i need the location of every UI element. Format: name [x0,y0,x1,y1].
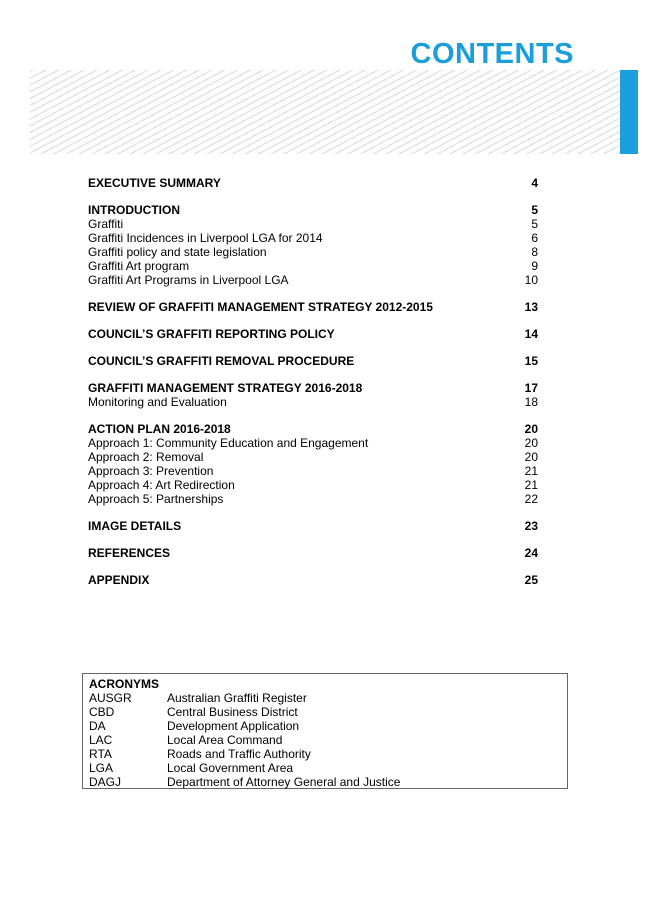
acronyms-title: ACRONYMS [89,677,160,691]
toc-item-row[interactable] [88,478,538,492]
toc-heading-row[interactable] [88,519,538,533]
toc-item-page: 21 [524,464,538,478]
acronym-meaning: Development Application [167,719,300,733]
acronym-row [89,719,561,733]
acronym-abbr: LAC [89,733,113,747]
header-pattern-band [30,70,630,154]
toc-heading-row[interactable] [88,422,538,436]
toc-item-page: 18 [524,395,538,409]
acronym-row [89,775,561,789]
toc-heading-label: REFERENCES [88,546,171,560]
toc-section [88,422,538,506]
toc-item-label: Approach 1: Community Education and Engagement [88,436,369,450]
acronym-abbr: AUSGR [89,691,132,705]
toc-heading-label: IMAGE DETAILS [88,519,182,533]
acronyms-box [82,673,568,789]
acronyms-list [89,691,561,789]
toc-item-row[interactable] [88,492,538,506]
toc-heading-row[interactable] [88,176,538,190]
toc-heading-page: 24 [524,546,538,560]
toc-item-label: Graffiti Incidences in Liverpool LGA for 2014 [88,231,323,245]
toc-heading-label: INTRODUCTION [88,203,180,217]
toc-heading-page: 5 [531,203,538,217]
toc-heading-label: COUNCIL’S GRAFFITI REMOVAL PROCEDURE [88,354,355,368]
toc-heading-page: 14 [524,327,538,341]
acronym-meaning: Australian Graffiti Register [167,691,307,705]
toc-heading-row[interactable] [88,381,538,395]
toc-item-row[interactable] [88,464,538,478]
acronym-meaning: Local Government Area [167,761,294,775]
acronym-row [89,747,561,761]
toc-heading-label: COUNCIL’S GRAFFITI REPORTING POLICY [88,327,335,341]
acronym-abbr: CBD [89,705,115,719]
acronym-abbr: DAGJ [89,775,122,789]
toc-heading-label: EXECUTIVE SUMMARY [88,176,221,190]
accent-bar [620,70,638,154]
toc-item-row[interactable] [88,395,538,409]
toc-item-row[interactable] [88,436,538,450]
acronym-row [89,705,561,719]
toc-section [88,519,538,533]
acronym-meaning: Central Business District [167,705,298,719]
toc-item-row[interactable] [88,245,538,259]
toc-item-label: Graffiti Art program [88,259,190,273]
toc-item-page: 20 [524,436,538,450]
toc-item-label: Graffiti Art Programs in Liverpool LGA [88,273,289,287]
toc-item-row[interactable] [88,450,538,464]
toc-item-label: Graffiti [88,217,124,231]
toc-item-page: 6 [531,231,538,245]
acronym-row [89,691,561,705]
toc-heading-page: 15 [524,354,538,368]
toc-item-label: Approach 5: Partnerships [88,492,224,506]
toc-item-page: 9 [531,259,538,273]
toc-item-page: 22 [524,492,538,506]
page-title: CONTENTS [410,38,574,70]
acronym-meaning: Local Area Command [167,733,283,747]
toc-item-label: Monitoring and Evaluation [88,395,227,409]
toc-item-row[interactable] [88,259,538,273]
toc-item-label: Approach 4: Art Redirection [88,478,235,492]
toc-section [88,381,538,409]
toc-heading-page: 17 [524,381,538,395]
toc-section [88,300,538,314]
acronym-meaning: Roads and Traffic Authority [167,747,311,761]
toc-heading-row[interactable] [88,300,538,314]
toc-item-page: 10 [524,273,538,287]
table-of-contents [88,176,538,600]
toc-heading-label: ACTION PLAN 2016-2018 [88,422,231,436]
acronym-abbr: RTA [89,747,112,761]
toc-heading-row[interactable] [88,546,538,560]
toc-heading-row[interactable] [88,327,538,341]
toc-heading-page: 25 [524,573,538,587]
toc-item-label: Approach 3: Prevention [88,464,214,478]
toc-heading-page: 13 [524,300,538,314]
toc-item-label: Approach 2: Removal [88,450,204,464]
toc-section [88,354,538,368]
toc-heading-label: GRAFFITI MANAGEMENT STRATEGY 2016-2018 [88,381,363,395]
toc-heading-label: APPENDIX [88,573,150,587]
toc-item-row[interactable] [88,231,538,245]
toc-section [88,203,538,287]
acronym-abbr: DA [89,719,106,733]
acronym-abbr: LGA [89,761,114,775]
toc-heading-page: 20 [524,422,538,436]
toc-section [88,573,538,587]
toc-item-row[interactable] [88,273,538,287]
toc-heading-row[interactable] [88,354,538,368]
toc-heading-row[interactable] [88,573,538,587]
toc-heading-row[interactable] [88,203,538,217]
toc-heading-page: 4 [531,176,538,190]
toc-item-row[interactable] [88,217,538,231]
toc-item-page: 21 [524,478,538,492]
toc-item-page: 8 [531,245,538,259]
toc-item-page: 5 [531,217,538,231]
toc-item-label: Graffiti policy and state legislation [88,245,267,259]
acronym-meaning: Department of Attorney General and Justice [167,775,401,789]
toc-heading-page: 23 [524,519,538,533]
toc-item-page: 20 [524,450,538,464]
toc-section [88,546,538,560]
toc-section [88,176,538,190]
toc-heading-label: REVIEW OF GRAFFITI MANAGEMENT STRATEGY 2012-2015 [88,300,433,314]
acronym-row [89,733,561,747]
toc-section [88,327,538,341]
acronym-row [89,761,561,775]
